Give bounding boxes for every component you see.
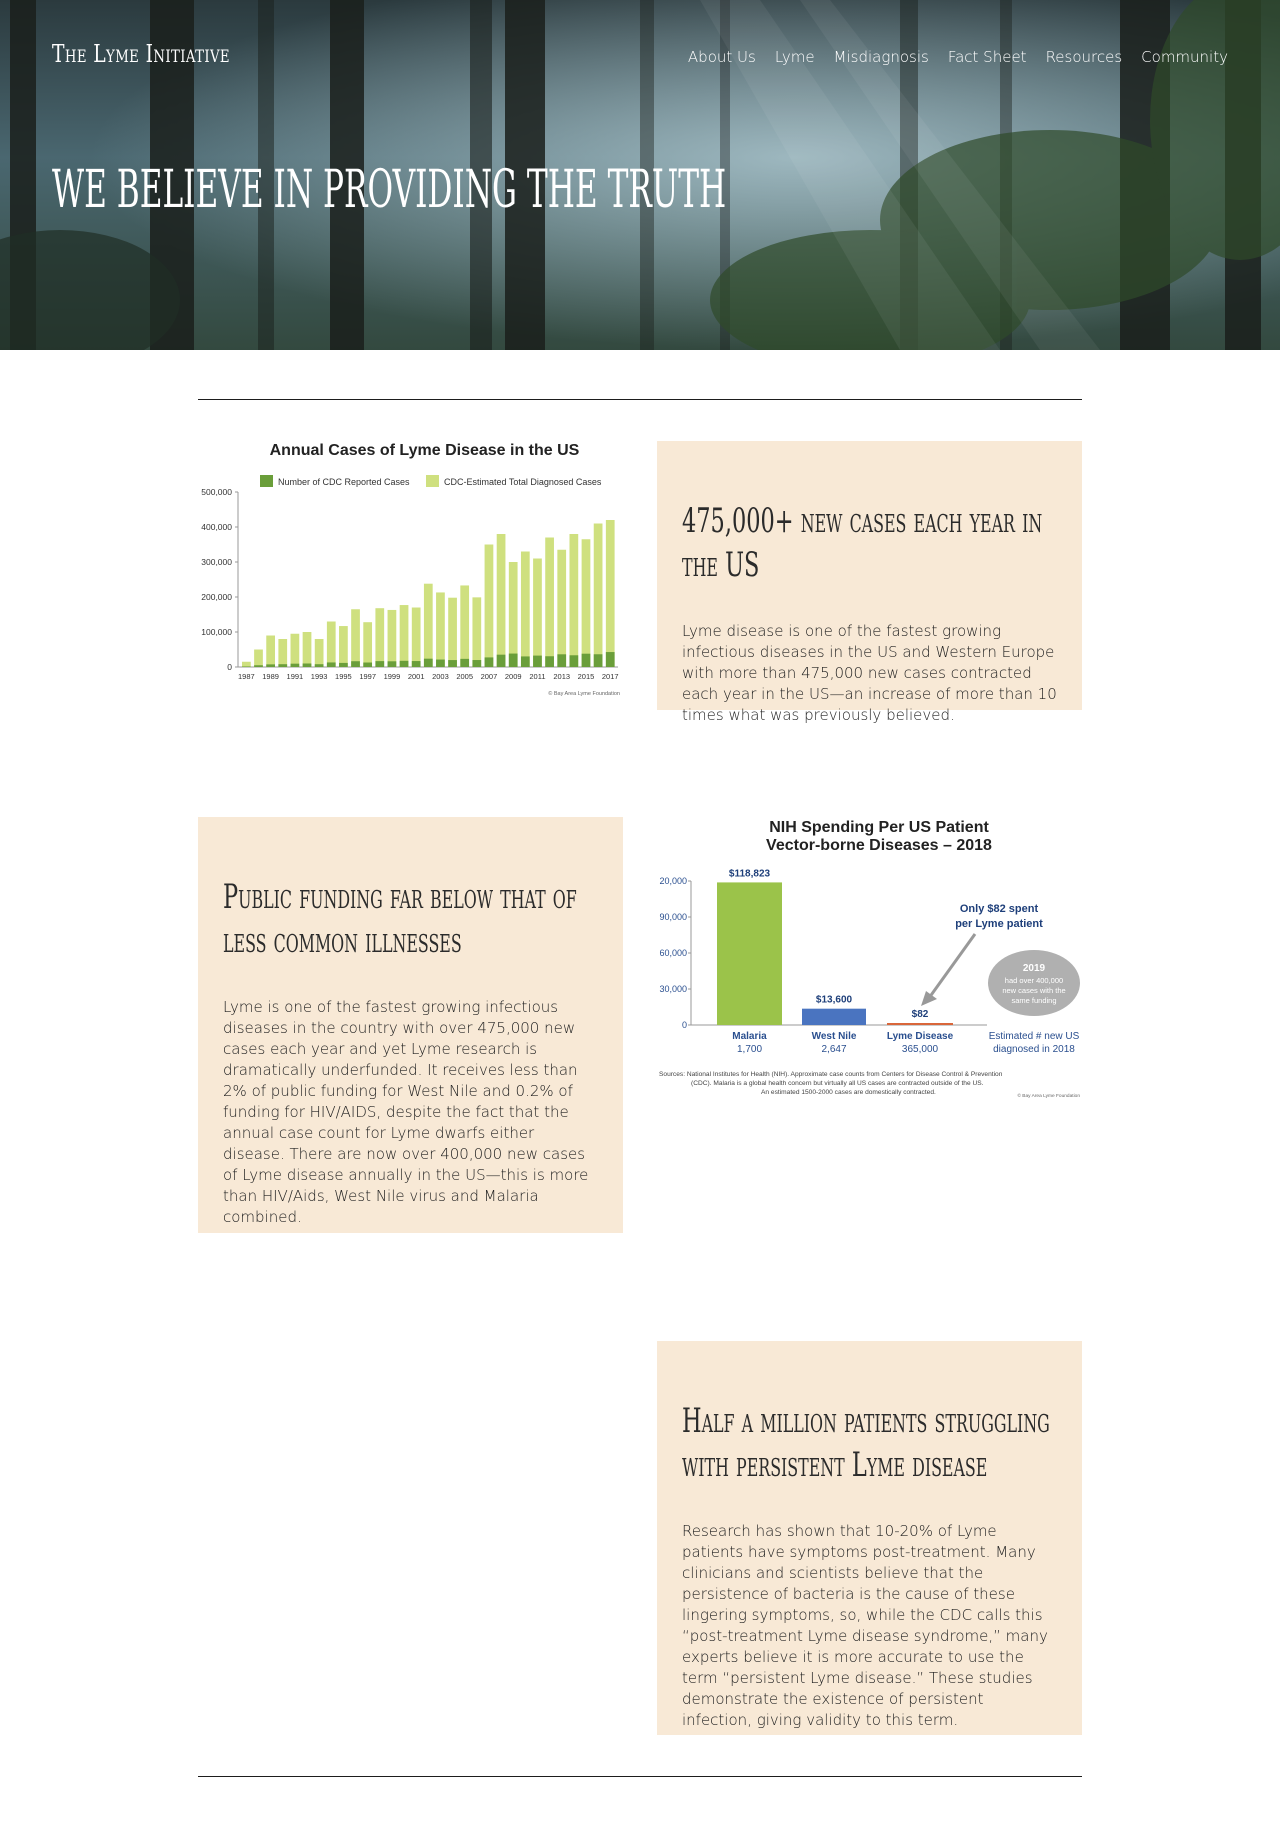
y-tick-label: 200,000 (201, 592, 232, 602)
bar-reported-1997 (363, 663, 372, 667)
site-logo-text[interactable]: The Lyme Initiative (52, 40, 230, 68)
bar-malaria (717, 882, 782, 1025)
nih-spending-chart (657, 812, 1082, 1102)
bar-estimated-2007 (485, 545, 494, 668)
bar-estimated-2015 (582, 539, 591, 667)
source-line: Sources: National Institutes for Health (NIH). Approximate case counts from Centers for Disease Control & Prevention (659, 1071, 1003, 1078)
x-note: Estimated # new US (988, 1031, 1080, 1042)
category-label: Lyme Disease (886, 1031, 954, 1042)
source-line: (CDC). Malaria is a global health concern but virtually all US cases are contracted outside of the US. (691, 1080, 984, 1087)
y-tick-label: 20,000 (659, 876, 687, 886)
bar-estimated-2017 (606, 520, 615, 667)
x-tick-label: 2009 (504, 672, 522, 681)
bar-reported-1995 (339, 663, 348, 667)
bubble-text: had over 400,000 (1004, 976, 1064, 985)
bar-estimated-1998 (375, 608, 384, 667)
divider-bottom (198, 1776, 1082, 1777)
bar-reported-1990 (278, 664, 287, 667)
bar-estimated-2006 (472, 597, 481, 667)
bar-estimated-2003 (436, 592, 445, 667)
chart-title-line: NIH Spending Per US Patient (769, 819, 989, 836)
bar-estimated-1992 (303, 632, 312, 667)
bar-estimated-2014 (569, 534, 578, 667)
bubble-text: new cases with the (1002, 986, 1066, 995)
bar-reported-2010 (521, 656, 530, 667)
x-tick-label: 2001 (407, 672, 425, 681)
value-label: $118,823 (728, 868, 771, 880)
bar-estimated-1991 (291, 634, 300, 667)
bar-reported-1996 (351, 661, 360, 667)
bar-reported-2017 (606, 652, 615, 667)
bar-estimated-1988 (254, 650, 263, 668)
bar-reported-2016 (594, 654, 603, 667)
case-count-label: 2,647 (821, 1044, 847, 1055)
bar-estimated-1996 (351, 609, 360, 667)
bar-estimated-2013 (557, 550, 566, 667)
chart-credit: © Bay Area Lyme Foundation (1017, 1094, 1080, 1099)
y-tick-label: 0 (681, 1020, 687, 1030)
card-persistent-lyme (657, 1341, 1082, 1735)
source-line: An estimated 1500-2000 cases are domestically contracted. (761, 1089, 936, 1096)
bar-estimated-2005 (460, 585, 469, 667)
bar-estimated-1989 (266, 636, 275, 668)
bar-reported-2006 (472, 660, 481, 667)
y-tick-label: 300,000 (201, 557, 232, 567)
bar-reported-2005 (460, 659, 469, 667)
annotation-line: Only $82 spent (959, 903, 1039, 915)
bar-reported-2000 (400, 661, 409, 667)
bar-reported-1999 (388, 661, 397, 667)
bar-reported-1992 (303, 664, 312, 668)
nav-fact-sheet[interactable]: Fact Sheet (947, 48, 1027, 66)
bar-reported-2007 (485, 657, 494, 667)
x-tick-label: 1995 (335, 672, 352, 681)
bar-estimated-2008 (497, 534, 506, 667)
x-tick-label: 2003 (432, 672, 449, 681)
bar-reported-1998 (375, 661, 384, 667)
y-tick-label: 90,000 (659, 912, 687, 922)
bar-estimated-2002 (424, 584, 433, 667)
nav-resources[interactable]: Resources (1045, 48, 1123, 66)
bar-estimated-1994 (327, 622, 336, 668)
bar-lyme-disease (887, 1023, 953, 1025)
bar-reported-2009 (509, 654, 518, 667)
x-tick-label: 2011 (529, 672, 546, 681)
case-count-label: 1,700 (736, 1044, 763, 1055)
card-body: Research has shown that 10-20% of Lyme patients have symptoms post-treatment. Many clinicians and scientists believe that the persistence of bacteria is the cause of these lingering symptoms, so, while the CDC calls this “post-treatment Lyme disease syndrome,” many experts believe it is more accurate to use the term “persistent Lyme disease.” These studies demonstrate the existence of persistent infection, giving validity to this term. (682, 1522, 1048, 1729)
y-tick-label: 100,000 (201, 627, 232, 637)
y-tick-label: 0 (227, 662, 232, 672)
lyme-cases-chart (198, 435, 623, 705)
card-heading: 475,000+ new cases each year in the US (682, 501, 1043, 585)
y-tick-label: 30,000 (659, 984, 687, 994)
y-tick-label: 500,000 (201, 487, 232, 497)
bar-reported-1994 (327, 662, 336, 667)
bar-reported-1991 (291, 664, 300, 667)
bar-reported-1987 (242, 666, 251, 667)
legend-swatch (260, 475, 273, 487)
x-tick-label: 2005 (456, 672, 474, 681)
divider-top (198, 399, 1082, 400)
value-label: $13,600 (815, 994, 853, 1006)
bar-reported-2008 (497, 655, 506, 667)
card-heading: Half a million patients struggling with persistent Lyme disease (682, 1401, 1050, 1485)
x-note: diagnosed in 2018 (993, 1044, 1075, 1055)
main-nav (669, 48, 1228, 66)
legend-label: Number of CDC Reported Cases (278, 477, 410, 487)
bar-estimated-1987 (242, 662, 251, 667)
x-tick-label: 2013 (553, 672, 571, 681)
nav-misdiagnosis[interactable]: Misdiagnosis (833, 48, 929, 66)
category-label: West Nile (811, 1031, 857, 1042)
bar-reported-1993 (315, 664, 324, 667)
card-public-funding (198, 817, 623, 1233)
bar-estimated-1993 (315, 639, 324, 667)
nav-lyme[interactable]: Lyme (774, 48, 815, 66)
bar-estimated-2004 (448, 598, 457, 667)
card-heading: Public funding far below that of less common illnesses (223, 877, 577, 961)
bar-reported-2011 (533, 656, 542, 667)
card-body: Lyme is one of the fastest growing infectious diseases in the country with over 475,000 new cases each year and yet Lyme research is dramatically underfunded. It receives less than 2% of public funding for West Nile and 0.2% of funding for HIV/AIDS, despite the fact that the annual case count for Lyme dwarfs either disease. There are now over 400,000 new cases of Lyme disease annually in the US—this is more than HIV/Aids, West Nile virus and Malaria combined. (223, 998, 589, 1226)
bar-estimated-2012 (545, 538, 554, 668)
bar-estimated-1997 (363, 622, 372, 667)
x-tick-label: 1991 (286, 672, 304, 681)
bar-estimated-2009 (509, 562, 518, 667)
y-tick-label: 400,000 (201, 522, 232, 532)
bar-estimated-2001 (412, 608, 421, 668)
bar-reported-2015 (582, 654, 591, 667)
bar-reported-1989 (266, 664, 275, 667)
hero-title: WE BELIEVE IN PROVIDING THE TRUTH (52, 160, 727, 220)
x-tick-label: 1993 (310, 672, 328, 681)
chart-source: © Bay Area Lyme Foundation (548, 691, 620, 697)
nav-community[interactable]: Community (1141, 48, 1228, 66)
bubble-text: same funding (1011, 996, 1057, 1005)
hero-banner (0, 0, 1280, 350)
x-tick-label: 2015 (577, 672, 595, 681)
bar-estimated-2011 (533, 559, 542, 668)
bar-estimated-2000 (400, 605, 409, 667)
nav-about-us[interactable]: About Us (687, 48, 756, 66)
case-count-label: 365,000 (901, 1044, 939, 1055)
card-body: Lyme disease is one of the fastest growing infectious diseases in the US and Western Europe with more than 475,000 new cases contracted each year in the US—an increase of more than 10 times what was previously believed. (682, 622, 1057, 724)
category-label: Malaria (732, 1031, 767, 1042)
y-tick-label: 60,000 (659, 948, 687, 958)
bar-reported-1988 (254, 665, 263, 667)
bubble-text: 2019 (1022, 963, 1046, 974)
x-tick-label: 1987 (238, 672, 255, 681)
x-tick-label: 1999 (383, 672, 401, 681)
annotation-arrowhead (921, 991, 937, 1006)
bar-estimated-1990 (278, 639, 287, 667)
legend-label: CDC-Estimated Total Diagnosed Cases (444, 477, 602, 487)
x-tick-label: 1989 (262, 672, 279, 681)
x-tick-label: 2017 (601, 672, 619, 681)
bar-west-nile (802, 1009, 866, 1025)
bar-reported-2002 (424, 659, 433, 667)
bar-reported-2013 (557, 654, 566, 667)
chart-title-line: Vector-borne Diseases – 2018 (766, 837, 992, 854)
annotation-line: per Lyme patient (955, 918, 1043, 930)
bar-reported-2003 (436, 660, 445, 667)
bar-estimated-2010 (521, 552, 530, 668)
x-tick-label: 1997 (359, 672, 377, 681)
legend-swatch (426, 475, 439, 487)
bar-reported-2001 (412, 661, 421, 667)
chart-title: Annual Cases of Lyme Disease in the US (269, 442, 580, 459)
annotation-arrow (929, 934, 975, 998)
bar-estimated-1995 (339, 626, 348, 667)
bar-reported-2004 (448, 660, 457, 667)
bar-estimated-1999 (388, 610, 397, 667)
x-tick-label: 2007 (480, 672, 498, 681)
value-label: $82 (911, 1009, 929, 1020)
card-new-cases (657, 441, 1082, 724)
bar-estimated-2016 (594, 524, 603, 668)
bar-reported-2012 (545, 656, 554, 667)
bar-reported-2014 (569, 655, 578, 667)
